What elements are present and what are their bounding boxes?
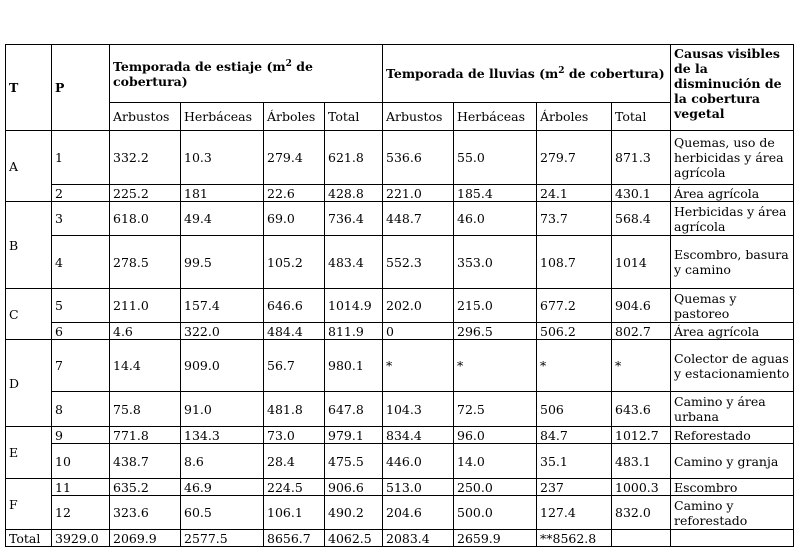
total-cell: **8562.8: [537, 530, 612, 547]
rainy-season-header: Temporada de lluvias ($m^2$ de cobertura): [383, 45, 671, 103]
table-cell: 108.7: [537, 236, 612, 289]
table-cell: 506.2: [537, 323, 612, 340]
table-cell: 332.2: [110, 131, 181, 185]
table-cell: 237: [537, 479, 612, 496]
group-label: D: [6, 340, 52, 427]
subheader-cell: Herbáceas: [181, 103, 264, 131]
plot-number: 6: [52, 323, 110, 340]
table-cell: 73.0: [264, 427, 325, 444]
table-cell: 322.0: [181, 323, 264, 340]
table-cell: 430.1: [612, 185, 671, 202]
table-cell: *: [454, 340, 537, 392]
table-cell: 832.0: [612, 496, 671, 530]
table-cell: 60.5: [181, 496, 264, 530]
table-cell: 221.0: [383, 185, 454, 202]
table-cell: 904.6: [612, 289, 671, 323]
cause-cell: Camino y área urbana: [671, 392, 794, 427]
table-cell: 0: [383, 323, 454, 340]
table-cell: 647.8: [325, 392, 383, 427]
table-cell: 1012.7: [612, 427, 671, 444]
table-cell: 46.0: [454, 202, 537, 236]
table-cell: 871.3: [612, 131, 671, 185]
table-cell: 8.6: [181, 444, 264, 479]
table-row: [6, 185, 794, 202]
table-cell: 1014.9: [325, 289, 383, 323]
subheader-cell: Total: [612, 103, 671, 131]
table-cell: 635.2: [110, 479, 181, 496]
table-cell: 22.6: [264, 185, 325, 202]
subheader-cell: Árboles: [264, 103, 325, 131]
table-cell: 225.2: [110, 185, 181, 202]
total-cell: 2577.5: [181, 530, 264, 547]
total-cell-empty: [612, 530, 671, 547]
table-cell: 513.0: [383, 479, 454, 496]
table-cell: 55.0: [454, 131, 537, 185]
table-cell: 104.3: [383, 392, 454, 427]
plot-number: 7: [52, 340, 110, 392]
table-cell: 909.0: [181, 340, 264, 392]
table-cell: *: [612, 340, 671, 392]
table-cell: 980.1: [325, 340, 383, 392]
plot-number: 5: [52, 289, 110, 323]
table-cell: 448.7: [383, 202, 454, 236]
table-cell: 323.6: [110, 496, 181, 530]
table-cell: 484.4: [264, 323, 325, 340]
table-cell: 91.0: [181, 392, 264, 427]
table-row: [6, 289, 794, 323]
table-cell: 4.6: [110, 323, 181, 340]
plot-number: 4: [52, 236, 110, 289]
subheader-cell: Herbáceas: [454, 103, 537, 131]
dry-season-header: Temporada de estiaje ($m^2$ de cobertura): [110, 45, 383, 103]
table-cell: 621.8: [325, 131, 383, 185]
cause-cell: Herbicidas y área agrícola: [671, 202, 794, 236]
table-cell: 906.6: [325, 479, 383, 496]
table-cell: 24.1: [537, 185, 612, 202]
table-cell: 483.1: [612, 444, 671, 479]
table-row: [6, 479, 794, 496]
plot-number: 3: [52, 202, 110, 236]
table-cell: 500.0: [454, 496, 537, 530]
table-cell: 35.1: [537, 444, 612, 479]
cause-cell: Área agrícola: [671, 323, 794, 340]
cause-cell: Área agrícola: [671, 185, 794, 202]
table-cell: 10.3: [181, 131, 264, 185]
table-cell: *: [537, 340, 612, 392]
cause-cell: Escombro, basura y camino: [671, 236, 794, 289]
table-cell: 28.4: [264, 444, 325, 479]
plot-number: 9: [52, 427, 110, 444]
table-cell: 215.0: [454, 289, 537, 323]
group-label: E: [6, 427, 52, 479]
table-cell: 14.0: [454, 444, 537, 479]
plot-number: 12: [52, 496, 110, 530]
table-cell: 428.8: [325, 185, 383, 202]
table-cell: 475.5: [325, 444, 383, 479]
table-cell: 481.8: [264, 392, 325, 427]
subheader-cell: Árboles: [537, 103, 612, 131]
table-cell: 14.4: [110, 340, 181, 392]
table-cell: 1014: [612, 236, 671, 289]
table-row: [6, 323, 794, 340]
table-cell: 202.0: [383, 289, 454, 323]
table-cell: 296.5: [454, 323, 537, 340]
plot-number: 2: [52, 185, 110, 202]
table-row: [6, 496, 794, 530]
table-cell: 353.0: [454, 236, 537, 289]
table-cell: 56.7: [264, 340, 325, 392]
plot-number: 8: [52, 392, 110, 427]
table-row: [6, 427, 794, 444]
table-cell: 224.5: [264, 479, 325, 496]
table-cell: 279.7: [537, 131, 612, 185]
table-row: [6, 340, 794, 392]
table-cell: 446.0: [383, 444, 454, 479]
table-row: [6, 236, 794, 289]
table-row: [6, 131, 794, 185]
table-cell: 73.7: [537, 202, 612, 236]
table-cell: 250.0: [454, 479, 537, 496]
table-row: [6, 444, 794, 479]
table-cell: 211.0: [110, 289, 181, 323]
total-label: Total: [6, 530, 52, 547]
subheader-cell: Total: [325, 103, 383, 131]
cause-cell: Colector de aguas y estacionamiento: [671, 340, 794, 392]
table-cell: 568.4: [612, 202, 671, 236]
table-cell: 834.4: [383, 427, 454, 444]
total-cell-empty: [671, 530, 794, 547]
table-cell: 736.4: [325, 202, 383, 236]
table-cell: 677.2: [537, 289, 612, 323]
table-cell: 49.4: [181, 202, 264, 236]
table-cell: 618.0: [110, 202, 181, 236]
total-cell: 2083.4: [383, 530, 454, 547]
table-cell: *: [383, 340, 454, 392]
table-cell: 1000.3: [612, 479, 671, 496]
table-cell: 96.0: [454, 427, 537, 444]
cause-cell: Camino y reforestado: [671, 496, 794, 530]
table-cell: 771.8: [110, 427, 181, 444]
cause-cell: Escombro: [671, 479, 794, 496]
table-cell: 278.5: [110, 236, 181, 289]
table-cell: 646.6: [264, 289, 325, 323]
table-cell: 72.5: [454, 392, 537, 427]
table-cell: 185.4: [454, 185, 537, 202]
table-cell: 979.1: [325, 427, 383, 444]
plot-number: 10: [52, 444, 110, 479]
header-row: [6, 45, 794, 103]
table-cell: 811.9: [325, 323, 383, 340]
table-cell: 69.0: [264, 202, 325, 236]
plot-number: 1: [52, 131, 110, 185]
table-cell: 84.7: [537, 427, 612, 444]
cause-cell: Camino y granja: [671, 444, 794, 479]
table-cell: 552.3: [383, 236, 454, 289]
group-label: F: [6, 479, 52, 530]
table-cell: 483.4: [325, 236, 383, 289]
table-cell: 204.6: [383, 496, 454, 530]
table-cell: 75.8: [110, 392, 181, 427]
causes-header: Causas visibles de la disminución de la cobertura vegetal: [671, 45, 794, 131]
table-cell: 46.9: [181, 479, 264, 496]
cause-cell: Quemas, uso de herbicidas y área agrícola: [671, 131, 794, 185]
table-cell: 105.2: [264, 236, 325, 289]
table-cell: 490.2: [325, 496, 383, 530]
group-label: B: [6, 202, 52, 289]
subheader-cell: Arbustos: [110, 103, 181, 131]
col-header-t: T: [6, 45, 52, 131]
table-cell: 157.4: [181, 289, 264, 323]
coverage-table: [5, 44, 794, 547]
table-cell: 643.6: [612, 392, 671, 427]
table-cell: 279.4: [264, 131, 325, 185]
table-row: [6, 392, 794, 427]
table-cell: 127.4: [537, 496, 612, 530]
total-cell: 2069.9: [110, 530, 181, 547]
table-cell: 438.7: [110, 444, 181, 479]
table-cell: 536.6: [383, 131, 454, 185]
table-cell: 181: [181, 185, 264, 202]
group-label: C: [6, 289, 52, 340]
total-row: [6, 530, 794, 547]
cause-cell: Quemas y pastoreo: [671, 289, 794, 323]
group-label: A: [6, 131, 52, 202]
table-cell: 802.7: [612, 323, 671, 340]
plot-number: 11: [52, 479, 110, 496]
subheader-cell: Arbustos: [383, 103, 454, 131]
total-cell: 2659.9: [454, 530, 537, 547]
cause-cell: Reforestado: [671, 427, 794, 444]
col-header-p: P: [52, 45, 110, 131]
total-cell: 8656.7: [264, 530, 325, 547]
total-cell: 4062.5: [325, 530, 383, 547]
table-cell: 99.5: [181, 236, 264, 289]
table-cell: 134.3: [181, 427, 264, 444]
table-cell: 506: [537, 392, 612, 427]
table-row: [6, 202, 794, 236]
table-cell: 106.1: [264, 496, 325, 530]
total-cell: 3929.0: [52, 530, 110, 547]
